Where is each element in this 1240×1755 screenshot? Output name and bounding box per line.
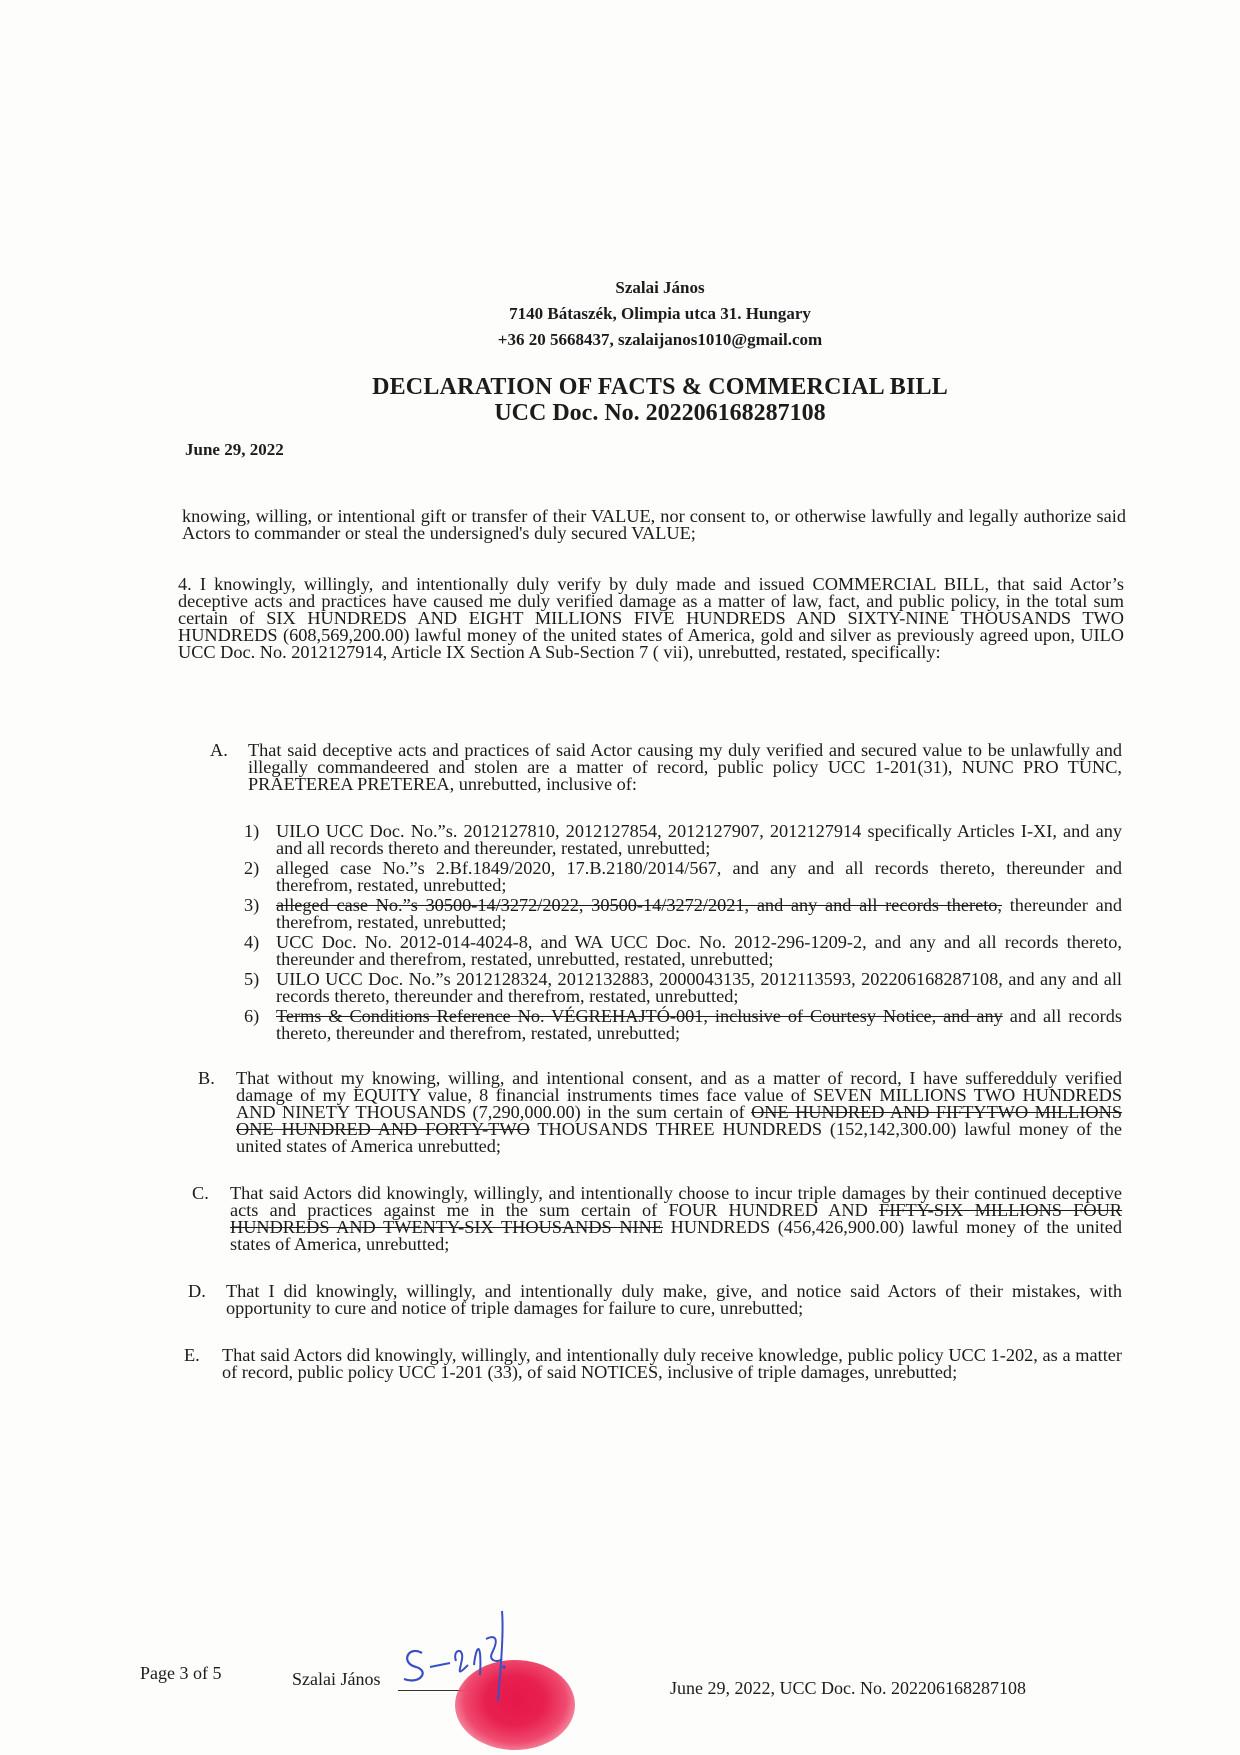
sender-address: 7140 Bátaszék, Olimpia utca 31. Hungary (509, 304, 811, 323)
document-number: UCC Doc. No. 202206168287108 (494, 400, 826, 426)
sub-item-text: UCC Doc. No. 2012-014-4024-8, and WA UCC Doc. No. 2012-296-1209-2, and any and all records thereto, thereunder and therefrom, restated, unrebutted, restated, unrebutted; (276, 932, 1122, 969)
item-list (184, 740, 1122, 1398)
struck-text: alleged case No.”s 30500-14/3272/2022, 30500-14/3272/2021, and any and all records thereto, (276, 895, 1002, 915)
paragraph-4: 4. I knowingly, willingly, and intentionally duly verify by duly made and issued COMMERCIAL BILL, that said Actor’s deceptive acts and practices have caused me duly verified damage as a matter of law, fact, and public policy, in the total sum certain of SIX HUNDREDS AND EIGHT MILLIONS FIVE HUNDREDS AND SIXTY-NINE THOUSANDS TWO HUNDREDS (608,569,200.00) lawful money of the united states of America, gold and silver as previously agreed upon, UILO UCC Doc. No. 2012127914, Article IX Section A Sub-Section 7 ( vii), unrebutted, restated, specifically: (178, 574, 1124, 662)
item-label: E. (184, 1345, 200, 1365)
item-d (188, 1283, 1122, 1317)
signer-name: Szalai János (292, 1669, 381, 1689)
item-e (184, 1347, 1122, 1381)
struck-text: ONE HUNDRED AND FIFTYTWO MILLIONS ONE HUNDRED AND FORTY-TWO (236, 1102, 1122, 1139)
item-c (192, 1185, 1122, 1253)
item-text: HUNDREDS (456,426,900.00) lawful money of the united states of America, unrebutted; (230, 1217, 1122, 1254)
sub-item-label: 1) (244, 821, 260, 841)
item-a (210, 742, 1122, 793)
item-text: That said deceptive acts and practices of said Actor causing my duly verified and secured value to be unlawfully and illegally commandeered and stolen are a matter of record, public policy UCC 1-201(31), NUNC PRO TUNC, PRAETEREA PRETEREA, unrebutted, inclusive of: (248, 740, 1122, 794)
sub-item (244, 897, 1122, 931)
item-text: That without my knowing, willing, and intentional consent, and as a matter of record, I have sufferedduly verified damage of my EQUITY value, 8 financial instruments times face value of SEVEN MILLIONS TWO HUNDREDS AND NINETY THOUSANDS (7,290,000.00) in the sum certain of (236, 1068, 1122, 1122)
sender-phone: +36 20 5668437, (497, 330, 614, 349)
sender-contact (40, 330, 1240, 350)
item-text: THOUSANDS THREE HUNDREDS (152,142,300.00) lawful money of the united states of America unrebutted; (236, 1119, 1122, 1156)
sub-item (244, 860, 1122, 894)
sub-item-label: 2) (244, 858, 260, 878)
handwritten-signature (390, 1605, 590, 1750)
sub-item-label: 5) (244, 969, 260, 989)
continuation-paragraph: knowing, willing, or intentional gift or transfer of their VALUE, nor consent to, or otherwise lawfully and legally authorize said Actors to commander or steal the undersigned's duly secured VALUE; (182, 506, 1126, 543)
footer-reference: June 29, 2022, UCC Doc. No. 202206168287108 (670, 1678, 1026, 1698)
struck-text: Terms & Conditions Reference No. VÉGREHAJTÓ-001, inclusive of Courtesy Notice, and any (276, 1006, 1003, 1026)
sub-item-text: UILO UCC Doc. No.”s. 2012127810, 2012127854, 2012127907, 2012127914 specifically Articles I-XI, and any and all records thereto and thereunder, restated, unrebutted; (276, 821, 1122, 858)
sub-item (244, 1008, 1122, 1042)
document-title: DECLARATION OF FACTS & COMMERCIAL BILL (372, 374, 948, 400)
struck-text: FIFTY-SIX MILLIONS FOUR HUNDREDS AND TWENTY-SIX THOUSANDS NINE (230, 1200, 1122, 1237)
sender-email: szalaijanos1010@gmail.com (617, 330, 823, 349)
sub-item (244, 971, 1122, 1005)
item-text: That I did knowingly, willingly, and intentionally duly make, give, and notice said Actors of their mistakes, with opportunity to cure and notice of triple damages for failure to cure, unrebutted; (226, 1281, 1122, 1318)
sub-item (244, 823, 1122, 857)
sub-item (244, 934, 1122, 968)
item-b (198, 1070, 1122, 1155)
sub-item-text: alleged case No.”s 2.Bf.1849/2020, 17.B.2180/2014/567, and any and all records thereto, thereunder and therefrom, restated, unrebutted; (276, 858, 1122, 895)
sub-item-label: 3) (244, 895, 260, 915)
sub-item-text: thereunder and therefrom, restated, unrebutted; (276, 895, 1122, 932)
sender-name: Szalai János (615, 278, 705, 297)
item-text: That said Actors did knowingly, willingly, and intentionally choose to incur triple damages by their continued deceptive acts and practices against me in the sum certain of FOUR HUNDRED AND (230, 1183, 1122, 1220)
sub-item-list (244, 823, 1122, 1042)
item-text: That said Actors did knowingly, willingly, and intentionally duly receive knowledge, public policy UCC 1-202, as a matter of record, public policy UCC 1-201 (33), of said NOTICES, inclusive of triple damages, unrebutted; (222, 1345, 1122, 1382)
sub-item-label: 6) (244, 1006, 260, 1026)
item-label: A. (210, 740, 228, 760)
sub-item-text: and all records thereto, thereunder and therefrom, restated, unrebutted; (276, 1006, 1122, 1043)
document-date: June 29, 2022 (185, 440, 284, 459)
item-label: B. (198, 1068, 215, 1088)
sub-item-label: 4) (244, 932, 260, 952)
page-number: Page 3 of 5 (140, 1663, 222, 1683)
item-label: D. (188, 1281, 206, 1301)
sub-item-text: UILO UCC Doc. No.”s 2012128324, 2012132883, 2000043135, 2012113593, 202206168287108, and any and all records thereto, thereunder and therefrom, restated, unrebutted; (276, 969, 1122, 1006)
item-label: C. (192, 1183, 209, 1203)
